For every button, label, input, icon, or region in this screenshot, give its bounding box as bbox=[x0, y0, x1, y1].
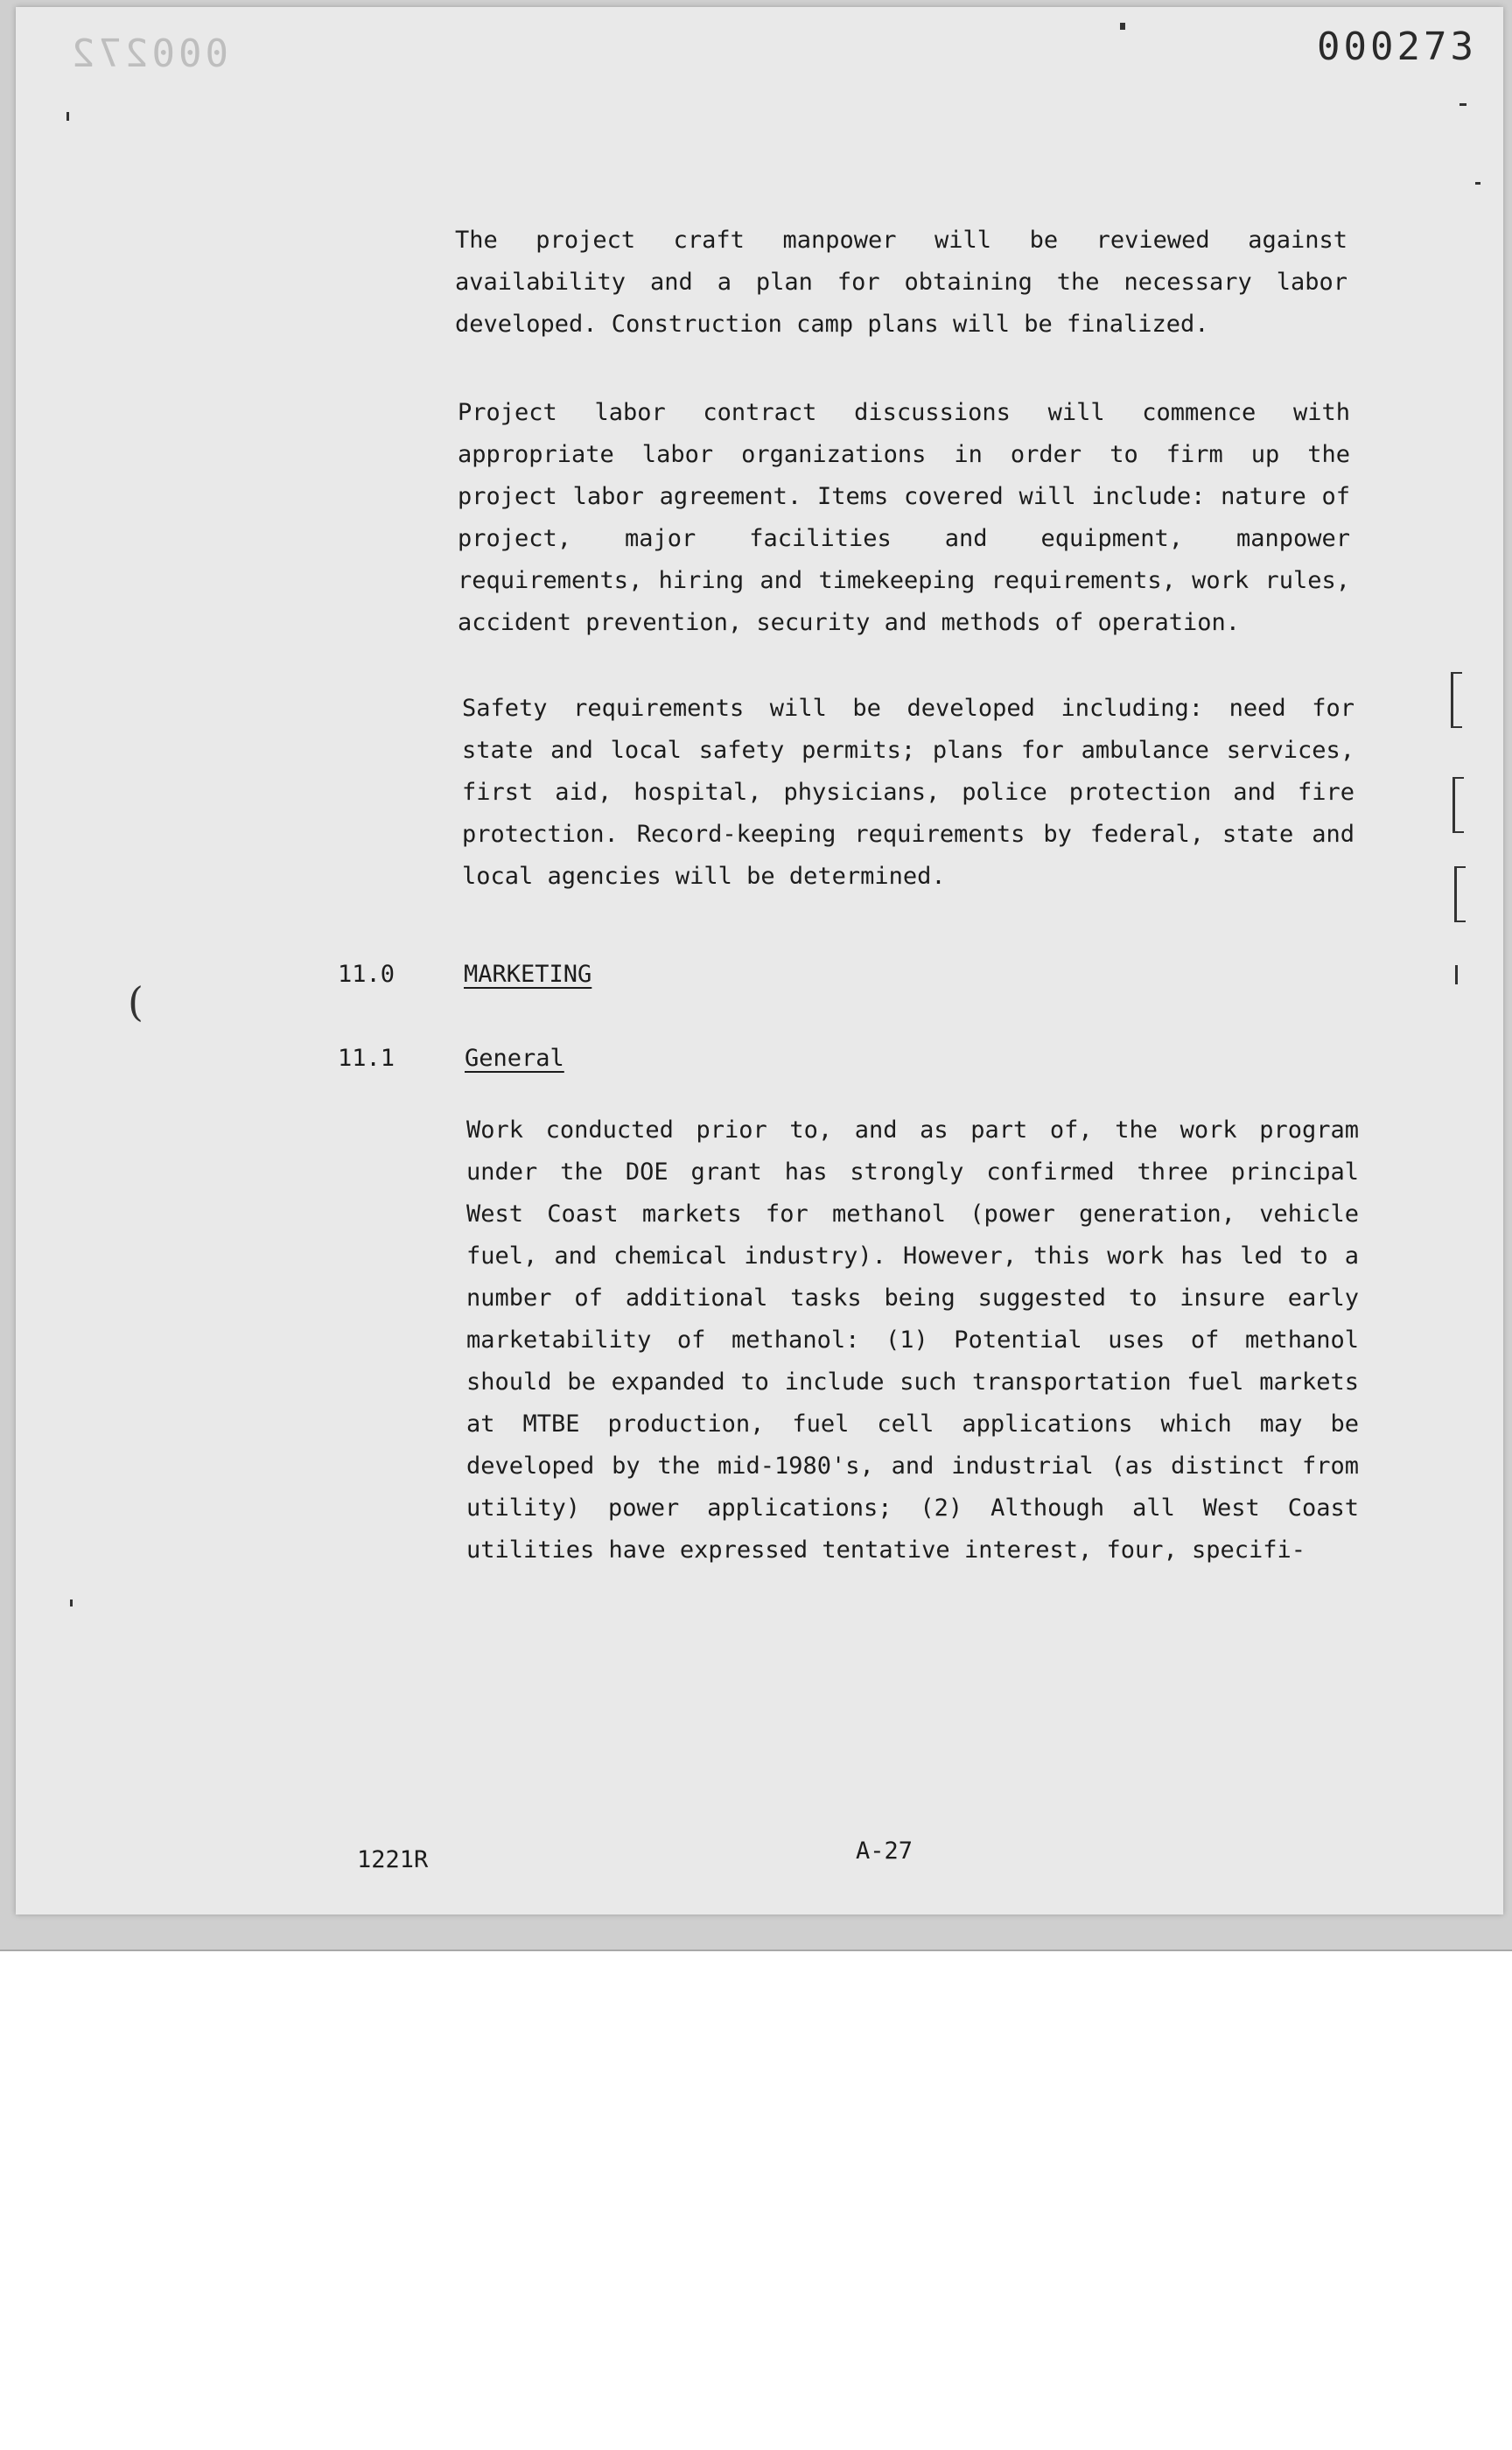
paragraph-marketing-general: Work conducted prior to, and as part of, the work program under the DOE grant has strongly confirmed three principal West Coast markets for methanol (power generation, vehicle fuel, and chemical industry). However, this work has led to a number of additional tasks being suggested to insure early marketability of methanol: (1) Potential uses of methanol should be expanded to include such transportation fuel markets at MTBE production, fuel cell applications which may be developed by the mid-1980's, and industrial (as distinct from utility) power applications; (2) Although all West Coast utilities have expressed tentative interest, four, specifi- bbox=[466, 1116, 1359, 1564]
margin-tick-mark bbox=[1455, 965, 1458, 984]
scan-speck bbox=[1460, 103, 1466, 106]
section-heading-marketing: MARKETING bbox=[464, 961, 592, 988]
document-number: 000273 bbox=[1317, 24, 1477, 69]
margin-paren-mark: ( bbox=[128, 978, 144, 1026]
section-number-marketing: 11.0 bbox=[338, 961, 396, 988]
footer-document-code: 1221R bbox=[357, 1846, 429, 1873]
paragraph-manpower: The project craft manpower will be reviewed against availability and a plan for obtaining the necessary labor developed. Construction camp plans will be finalized. bbox=[455, 227, 1348, 338]
scan-speck bbox=[1120, 23, 1125, 30]
scan-speck bbox=[1475, 182, 1480, 185]
margin-bracket-mark bbox=[1452, 777, 1464, 833]
section-number-general: 11.1 bbox=[338, 1045, 396, 1072]
scan-speck bbox=[66, 112, 69, 121]
scan-speck bbox=[70, 1600, 73, 1606]
paragraph-safety: Safety requirements will be developed including: need for state and local safety permits; plans for ambulance services, first aid, hospital, physicians, police protection and fire protection. Record-keeping requirements by federal, state and local agencies will be determined. bbox=[462, 695, 1354, 890]
footer-page-number: A-27 bbox=[856, 1838, 914, 1865]
margin-bracket-mark bbox=[1451, 672, 1462, 728]
section-heading-general: General bbox=[465, 1045, 564, 1072]
paragraph-labor-contract: Project labor contract discussions will commence with appropriate labor organizations in order to firm up the project labor agreement. Items covered will include: nature of project, major facilities and equipment, manpower requirements, hiring and timekeeping requirements, work rules, accident prevention, security and methods of operation. bbox=[458, 399, 1350, 636]
margin-bracket-mark bbox=[1454, 866, 1466, 922]
bleed-through-document-number: 000272 bbox=[68, 32, 228, 76]
document-page bbox=[16, 7, 1503, 1914]
